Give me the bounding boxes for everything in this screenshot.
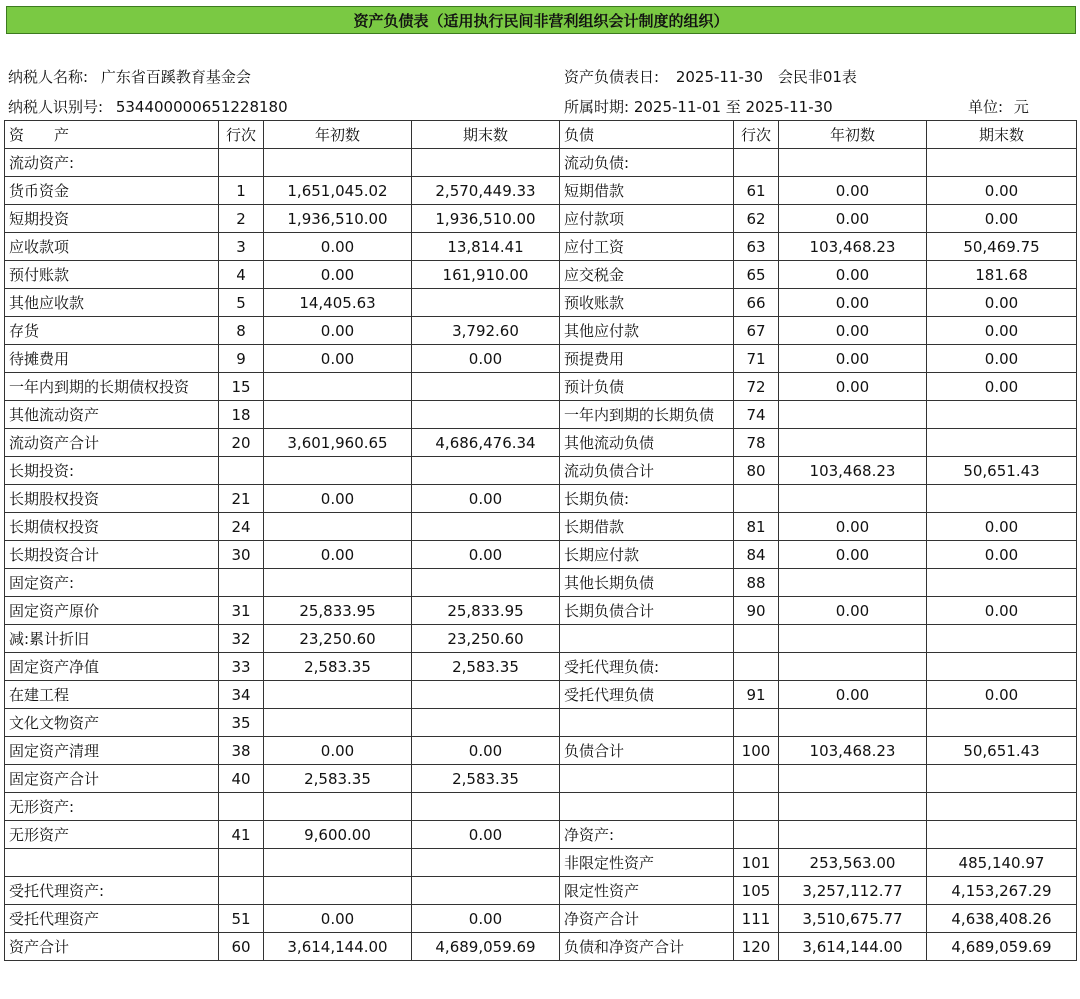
cell-asset-item: 其他流动资产: [5, 401, 219, 429]
cell-liability-opening: 0.00: [779, 373, 927, 401]
header-liability-line-no: 行次: [734, 121, 779, 149]
cell-liability-opening: 0.00: [779, 289, 927, 317]
table-row: [5, 821, 1077, 849]
cell-liability-closing: 50,651.43: [927, 457, 1077, 485]
cell-asset-line-no: 51: [219, 905, 264, 933]
cell-liability-opening: 0.00: [779, 177, 927, 205]
table-row: [5, 765, 1077, 793]
cell-liability-opening: [779, 569, 927, 597]
table-row: [5, 597, 1077, 625]
cell-asset-opening: [264, 877, 412, 905]
balance-table-body: [5, 121, 1077, 961]
cell-liability-line-no: 65: [734, 261, 779, 289]
cell-asset-opening: [264, 401, 412, 429]
cell-liability-closing: 0.00: [927, 345, 1077, 373]
cell-asset-item: 长期投资合计: [5, 541, 219, 569]
cell-liability-line-no: 72: [734, 373, 779, 401]
cell-liability-line-no: [734, 653, 779, 681]
cell-liability-line-no: 88: [734, 569, 779, 597]
cell-asset-closing: [412, 289, 560, 317]
table-header-row: [5, 121, 1077, 149]
cell-liability-item: 长期负债合计: [560, 597, 734, 625]
cell-liability-closing: 0.00: [927, 177, 1077, 205]
cell-liability-closing: 50,651.43: [927, 737, 1077, 765]
cell-liability-line-no: 63: [734, 233, 779, 261]
cell-asset-opening: 0.00: [264, 233, 412, 261]
cell-asset-closing: [412, 373, 560, 401]
table-row: [5, 933, 1077, 961]
cell-liability-closing: [927, 709, 1077, 737]
cell-liability-opening: 3,257,112.77: [779, 877, 927, 905]
cell-asset-item: 待摊费用: [5, 345, 219, 373]
cell-liability-item: 流动负债合计: [560, 457, 734, 485]
cell-liability-line-no: 91: [734, 681, 779, 709]
meta-report-date: [564, 66, 857, 87]
cell-liability-item: 应付工资: [560, 233, 734, 261]
cell-asset-closing: 2,583.35: [412, 765, 560, 793]
cell-liability-line-no: [734, 821, 779, 849]
cell-asset-line-no: [219, 569, 264, 597]
cell-liability-closing: [927, 429, 1077, 457]
cell-liability-item: [560, 793, 734, 821]
cell-asset-line-no: 9: [219, 345, 264, 373]
cell-asset-opening: 0.00: [264, 317, 412, 345]
cell-liability-opening: 0.00: [779, 513, 927, 541]
table-row: [5, 877, 1077, 905]
cell-asset-closing: 13,814.41: [412, 233, 560, 261]
cell-liability-opening: 0.00: [779, 541, 927, 569]
cell-liability-line-no: [734, 625, 779, 653]
table-row: [5, 317, 1077, 345]
table-row: [5, 513, 1077, 541]
cell-liability-item: 受托代理负债: [560, 681, 734, 709]
cell-liability-line-no: 81: [734, 513, 779, 541]
cell-asset-opening: 0.00: [264, 541, 412, 569]
cell-asset-line-no: 5: [219, 289, 264, 317]
cell-asset-line-no: 21: [219, 485, 264, 513]
cell-asset-closing: [412, 569, 560, 597]
cell-asset-item: 应收款项: [5, 233, 219, 261]
report-date: 2025-11-30: [675, 68, 764, 86]
cell-liability-line-no: [734, 485, 779, 513]
cell-asset-closing: 161,910.00: [412, 261, 560, 289]
cell-asset-item: 受托代理资产: [5, 905, 219, 933]
cell-asset-closing: 23,250.60: [412, 625, 560, 653]
cell-asset-item: 无形资产: [5, 821, 219, 849]
cell-liability-opening: 0.00: [779, 345, 927, 373]
cell-liability-line-no: 67: [734, 317, 779, 345]
cell-asset-opening: 0.00: [264, 737, 412, 765]
header-liability-closing: 期末数: [927, 121, 1077, 149]
cell-asset-item: 长期股权投资: [5, 485, 219, 513]
cell-liability-item: 长期负债:: [560, 485, 734, 513]
table-row: [5, 429, 1077, 457]
cell-asset-item: 文化文物资产: [5, 709, 219, 737]
table-row: [5, 849, 1077, 877]
cell-liability-line-no: [734, 793, 779, 821]
cell-liability-line-no: 120: [734, 933, 779, 961]
cell-asset-line-no: 34: [219, 681, 264, 709]
cell-liability-item: 应付款项: [560, 205, 734, 233]
cell-liability-opening: 103,468.23: [779, 737, 927, 765]
cell-asset-closing: [412, 401, 560, 429]
table-row: [5, 261, 1077, 289]
cell-asset-opening: 3,601,960.65: [264, 429, 412, 457]
header-asset-opening: 年初数: [264, 121, 412, 149]
cell-asset-line-no: 24: [219, 513, 264, 541]
cell-liability-item: 非限定性资产: [560, 849, 734, 877]
cell-asset-closing: 0.00: [412, 905, 560, 933]
cell-liability-opening: [779, 709, 927, 737]
cell-liability-closing: [927, 401, 1077, 429]
cell-asset-item: [5, 849, 219, 877]
cell-asset-closing: [412, 709, 560, 737]
cell-asset-item: 预付账款: [5, 261, 219, 289]
cell-asset-item: 存货: [5, 317, 219, 345]
cell-liability-closing: 181.68: [927, 261, 1077, 289]
cell-asset-opening: 2,583.35: [264, 653, 412, 681]
table-row: [5, 149, 1077, 177]
cell-liability-closing: 0.00: [927, 205, 1077, 233]
cell-asset-opening: 0.00: [264, 345, 412, 373]
cell-asset-line-no: 20: [219, 429, 264, 457]
cell-asset-line-no: 38: [219, 737, 264, 765]
table-row: [5, 541, 1077, 569]
table-row: [5, 793, 1077, 821]
cell-asset-line-no: 3: [219, 233, 264, 261]
cell-liability-opening: 0.00: [779, 261, 927, 289]
cell-asset-closing: 2,570,449.33: [412, 177, 560, 205]
cell-asset-item: 短期投资: [5, 205, 219, 233]
cell-asset-line-no: [219, 149, 264, 177]
cell-liability-line-no: 74: [734, 401, 779, 429]
cell-liability-opening: [779, 149, 927, 177]
cell-liability-closing: 0.00: [927, 289, 1077, 317]
cell-liability-closing: [927, 793, 1077, 821]
meta-row-1: [8, 66, 251, 87]
cell-asset-opening: [264, 849, 412, 877]
cell-liability-item: 其他流动负债: [560, 429, 734, 457]
cell-asset-opening: [264, 513, 412, 541]
cell-liability-item: 负债和净资产合计: [560, 933, 734, 961]
cell-liability-opening: [779, 653, 927, 681]
table-row: [5, 233, 1077, 261]
cell-liability-closing: 0.00: [927, 541, 1077, 569]
cell-liability-closing: [927, 569, 1077, 597]
table-row: [5, 205, 1077, 233]
cell-asset-item: 在建工程: [5, 681, 219, 709]
cell-asset-line-no: 35: [219, 709, 264, 737]
cell-asset-closing: [412, 149, 560, 177]
cell-liability-opening: [779, 793, 927, 821]
cell-liability-closing: 0.00: [927, 681, 1077, 709]
cell-asset-line-no: 8: [219, 317, 264, 345]
cell-asset-closing: [412, 877, 560, 905]
table-row: [5, 345, 1077, 373]
cell-liability-opening: [779, 625, 927, 653]
cell-asset-closing: [412, 457, 560, 485]
cell-liability-item: 长期借款: [560, 513, 734, 541]
cell-liability-opening: 103,468.23: [779, 233, 927, 261]
cell-asset-closing: 4,689,059.69: [412, 933, 560, 961]
table-row: [5, 709, 1077, 737]
cell-asset-item: 资产合计: [5, 933, 219, 961]
meta-period: [564, 96, 833, 117]
cell-asset-closing: [412, 849, 560, 877]
cell-asset-opening: [264, 793, 412, 821]
cell-asset-line-no: 60: [219, 933, 264, 961]
cell-liability-opening: 3,510,675.77: [779, 905, 927, 933]
cell-liability-closing: [927, 653, 1077, 681]
cell-liability-closing: 485,140.97: [927, 849, 1077, 877]
cell-asset-opening: [264, 457, 412, 485]
table-row: [5, 737, 1077, 765]
form-code: 会民非01表: [777, 68, 857, 86]
header-liability-opening: 年初数: [779, 121, 927, 149]
cell-asset-closing: 1,936,510.00: [412, 205, 560, 233]
cell-liability-closing: 4,689,059.69: [927, 933, 1077, 961]
cell-liability-item: 应交税金: [560, 261, 734, 289]
cell-asset-line-no: 40: [219, 765, 264, 793]
cell-asset-line-no: 1: [219, 177, 264, 205]
header-asset-closing: 期末数: [412, 121, 560, 149]
cell-liability-item: 负债合计: [560, 737, 734, 765]
cell-asset-item: 流动资产合计: [5, 429, 219, 457]
cell-asset-opening: [264, 569, 412, 597]
cell-asset-closing: 2,583.35: [412, 653, 560, 681]
cell-asset-opening: [264, 373, 412, 401]
cell-liability-line-no: 66: [734, 289, 779, 317]
report-date-label: 资产负债表日:: [564, 68, 660, 86]
taxpayer-id-label: 纳税人识别号:: [8, 98, 104, 116]
cell-liability-item: [560, 625, 734, 653]
cell-asset-opening: 0.00: [264, 485, 412, 513]
table-row: [5, 373, 1077, 401]
cell-liability-item: 限定性资产: [560, 877, 734, 905]
cell-asset-line-no: 32: [219, 625, 264, 653]
cell-asset-opening: 3,614,144.00: [264, 933, 412, 961]
cell-liability-line-no: 61: [734, 177, 779, 205]
cell-asset-opening: 0.00: [264, 261, 412, 289]
cell-liability-line-no: 101: [734, 849, 779, 877]
table-row: [5, 401, 1077, 429]
cell-asset-closing: 0.00: [412, 345, 560, 373]
table-row: [5, 177, 1077, 205]
cell-asset-opening: 1,651,045.02: [264, 177, 412, 205]
cell-asset-line-no: 18: [219, 401, 264, 429]
cell-liability-item: 其他长期负债: [560, 569, 734, 597]
cell-liability-line-no: 80: [734, 457, 779, 485]
cell-asset-line-no: [219, 849, 264, 877]
table-row: [5, 485, 1077, 513]
cell-asset-closing: 0.00: [412, 485, 560, 513]
period-label: 所属时期:: [564, 98, 630, 116]
cell-asset-line-no: 4: [219, 261, 264, 289]
table-row: [5, 905, 1077, 933]
cell-liability-item: 净资产合计: [560, 905, 734, 933]
sheet-title: 资产负债表（适用执行民间非营利组织会计制度的组织）: [6, 6, 1076, 34]
cell-asset-item: 长期投资:: [5, 457, 219, 485]
cell-asset-item: 固定资产清理: [5, 737, 219, 765]
cell-liability-line-no: [734, 765, 779, 793]
cell-asset-item: 货币资金: [5, 177, 219, 205]
cell-liability-item: 受托代理负债:: [560, 653, 734, 681]
cell-asset-closing: 3,792.60: [412, 317, 560, 345]
cell-asset-line-no: 41: [219, 821, 264, 849]
cell-liability-line-no: 105: [734, 877, 779, 905]
header-asset-line-no: 行次: [219, 121, 264, 149]
cell-liability-closing: [927, 765, 1077, 793]
cell-asset-line-no: 33: [219, 653, 264, 681]
cell-asset-closing: 25,833.95: [412, 597, 560, 625]
cell-asset-opening: 0.00: [264, 905, 412, 933]
cell-asset-item: 受托代理资产:: [5, 877, 219, 905]
cell-asset-opening: 9,600.00: [264, 821, 412, 849]
meta-row-2: [8, 96, 288, 117]
cell-liability-opening: [779, 401, 927, 429]
cell-liability-opening: [779, 765, 927, 793]
cell-liability-item: 预收账款: [560, 289, 734, 317]
cell-asset-item: 无形资产:: [5, 793, 219, 821]
cell-liability-line-no: 78: [734, 429, 779, 457]
cell-liability-item: [560, 765, 734, 793]
cell-asset-line-no: 30: [219, 541, 264, 569]
cell-liability-line-no: 84: [734, 541, 779, 569]
cell-liability-closing: 4,638,408.26: [927, 905, 1077, 933]
cell-asset-opening: 2,583.35: [264, 765, 412, 793]
cell-asset-opening: [264, 149, 412, 177]
taxpayer-name: 广东省百蹊教育基金会: [100, 68, 251, 86]
cell-liability-opening: [779, 485, 927, 513]
cell-liability-item: [560, 709, 734, 737]
cell-asset-opening: [264, 681, 412, 709]
cell-asset-opening: 1,936,510.00: [264, 205, 412, 233]
cell-asset-closing: [412, 513, 560, 541]
cell-liability-opening: 0.00: [779, 317, 927, 345]
cell-asset-opening: [264, 709, 412, 737]
cell-liability-item: 一年内到期的长期负债: [560, 401, 734, 429]
cell-asset-item: 减:累计折旧: [5, 625, 219, 653]
cell-liability-closing: 4,153,267.29: [927, 877, 1077, 905]
cell-liability-closing: 0.00: [927, 597, 1077, 625]
cell-liability-opening: 0.00: [779, 681, 927, 709]
cell-liability-item: 短期借款: [560, 177, 734, 205]
cell-liability-line-no: 111: [734, 905, 779, 933]
cell-liability-item: 净资产:: [560, 821, 734, 849]
cell-liability-opening: 0.00: [779, 205, 927, 233]
cell-asset-opening: 23,250.60: [264, 625, 412, 653]
cell-asset-line-no: [219, 457, 264, 485]
cell-asset-item: 固定资产原价: [5, 597, 219, 625]
table-row: [5, 569, 1077, 597]
cell-asset-closing: 4,686,476.34: [412, 429, 560, 457]
table-row: [5, 681, 1077, 709]
cell-asset-item: 固定资产合计: [5, 765, 219, 793]
cell-liability-closing: 0.00: [927, 317, 1077, 345]
cell-liability-closing: [927, 625, 1077, 653]
period-value: 2025-11-01 至 2025-11-30: [633, 98, 833, 116]
cell-liability-closing: [927, 149, 1077, 177]
unit-label: 单位:: [968, 98, 1004, 116]
cell-asset-closing: [412, 793, 560, 821]
cell-asset-line-no: [219, 793, 264, 821]
cell-asset-line-no: [219, 877, 264, 905]
cell-liability-closing: 50,469.75: [927, 233, 1077, 261]
table-row: [5, 457, 1077, 485]
cell-liability-line-no: 62: [734, 205, 779, 233]
cell-asset-line-no: 2: [219, 205, 264, 233]
cell-asset-item: 固定资产净值: [5, 653, 219, 681]
cell-asset-opening: 25,833.95: [264, 597, 412, 625]
cell-asset-item: 长期债权投资: [5, 513, 219, 541]
balance-table: [4, 120, 1077, 961]
cell-asset-line-no: 31: [219, 597, 264, 625]
meta-unit: [968, 96, 1029, 117]
cell-liability-item: 预提费用: [560, 345, 734, 373]
cell-liability-opening: 103,468.23: [779, 457, 927, 485]
cell-liability-closing: 0.00: [927, 513, 1077, 541]
table-row: [5, 289, 1077, 317]
cell-liability-item: 预计负债: [560, 373, 734, 401]
table-row: [5, 653, 1077, 681]
taxpayer-name-label: 纳税人名称:: [8, 68, 89, 86]
cell-asset-opening: 14,405.63: [264, 289, 412, 317]
cell-asset-closing: [412, 681, 560, 709]
table-row: [5, 625, 1077, 653]
cell-asset-line-no: 15: [219, 373, 264, 401]
cell-asset-item: 流动资产:: [5, 149, 219, 177]
cell-liability-item: 其他应付款: [560, 317, 734, 345]
unit-value: 元: [1013, 98, 1029, 116]
cell-liability-opening: [779, 429, 927, 457]
cell-liability-opening: [779, 821, 927, 849]
cell-asset-closing: 0.00: [412, 821, 560, 849]
header-liability-item: 负债: [560, 121, 734, 149]
cell-liability-line-no: [734, 709, 779, 737]
cell-liability-item: 流动负债:: [560, 149, 734, 177]
cell-liability-opening: 0.00: [779, 597, 927, 625]
header-asset-item: 资 产: [5, 121, 219, 149]
cell-liability-closing: [927, 485, 1077, 513]
cell-liability-line-no: 90: [734, 597, 779, 625]
taxpayer-id: 534400000651228180: [115, 98, 288, 116]
cell-liability-line-no: 71: [734, 345, 779, 373]
cell-asset-item: 一年内到期的长期债权投资: [5, 373, 219, 401]
cell-asset-item: 其他应收款: [5, 289, 219, 317]
cell-asset-closing: 0.00: [412, 541, 560, 569]
cell-liability-closing: [927, 821, 1077, 849]
cell-liability-line-no: [734, 149, 779, 177]
cell-asset-item: 固定资产:: [5, 569, 219, 597]
cell-liability-opening: 253,563.00: [779, 849, 927, 877]
cell-liability-opening: 3,614,144.00: [779, 933, 927, 961]
cell-liability-closing: 0.00: [927, 373, 1077, 401]
cell-liability-line-no: 100: [734, 737, 779, 765]
cell-liability-item: 长期应付款: [560, 541, 734, 569]
cell-asset-closing: 0.00: [412, 737, 560, 765]
